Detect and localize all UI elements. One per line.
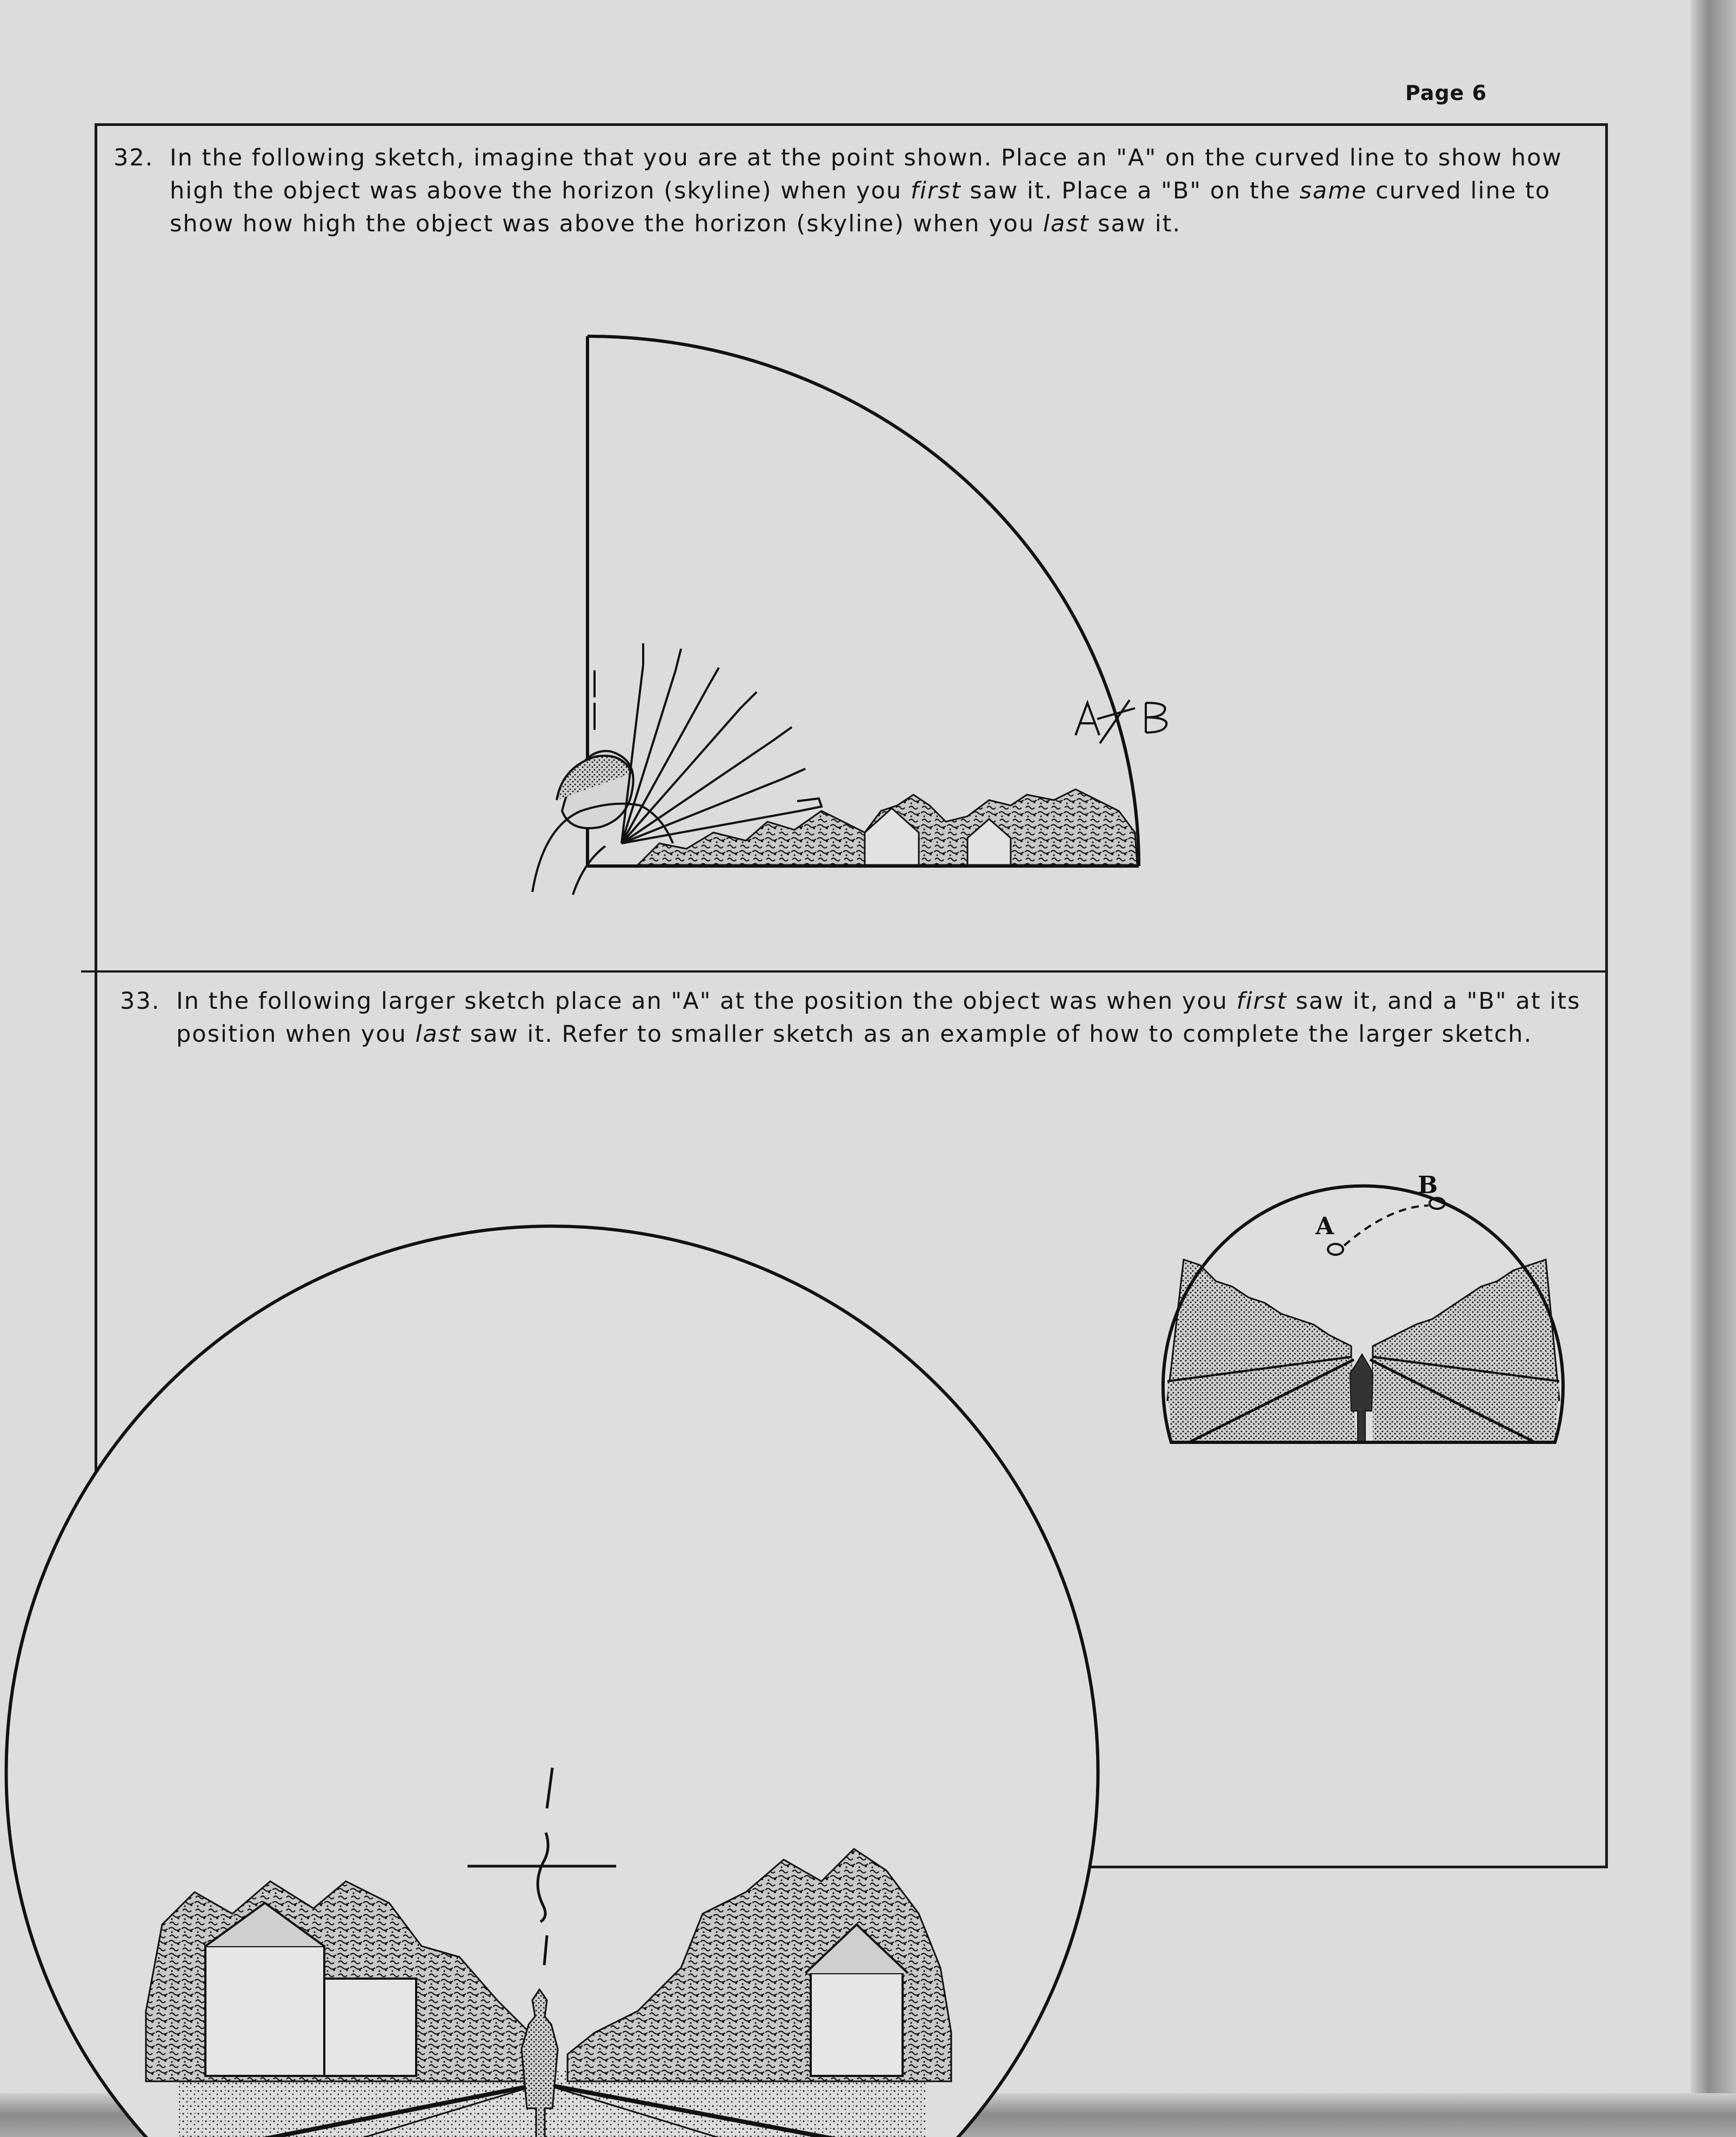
q32-handwritten-b	[1146, 703, 1166, 733]
question-32-line1: In the following sketch, imagine that you are at the point shown. Place an "A" on the curved line to show how	[170, 144, 1563, 171]
question-32-line3-text: show how high the object was above the horizon (skyline) when you	[170, 210, 1043, 237]
question-33-line2-text: position when you	[176, 1021, 416, 1048]
q33-example-label-b: B	[1418, 1171, 1438, 1199]
question-33-emphasis-last: last	[415, 1021, 462, 1048]
question-32-number: 32.	[113, 144, 154, 171]
question-32-emphasis-same: same	[1299, 177, 1367, 204]
q32-handwritten-tick	[1097, 700, 1135, 743]
q32-quarter-arc-sketch	[532, 336, 1166, 895]
q33-left-house	[324, 1979, 416, 2076]
page-number: Page 6	[1405, 81, 1487, 105]
question-33-number: 33.	[120, 988, 161, 1015]
question-32-line2-text: high the object was above the horizon (skyline) when you	[170, 177, 911, 204]
question-33-line1-text-b: saw it, and a "B" at its	[1287, 988, 1581, 1015]
q33-left-house	[205, 1946, 324, 2076]
q33-example-label-a: A	[1316, 1213, 1334, 1240]
q33-large-dome	[6, 1226, 1098, 2137]
question-32-emphasis-last: last	[1043, 210, 1090, 237]
question-33-emphasis-first: first	[1236, 988, 1287, 1015]
question-32-emphasis-first: first	[910, 177, 962, 204]
q33-right-house	[811, 1973, 903, 2076]
question-33-line1-text: In the following larger sketch place an "A" at the position the object was when you	[176, 988, 1237, 1015]
q33-example-dome-sketch	[1163, 1171, 1563, 1442]
question-32-line3-text-b: saw it.	[1089, 210, 1181, 237]
question-32-line2-text-c: curved line to	[1367, 177, 1551, 204]
q32-handwritten-a	[1076, 703, 1099, 735]
question-33-line2-text-b: saw it. Refer to smaller sketch as an example of how to complete the larger sketch.	[462, 1021, 1533, 1048]
question-32-line2-text-b: saw it. Place a "B" on the	[961, 177, 1300, 204]
